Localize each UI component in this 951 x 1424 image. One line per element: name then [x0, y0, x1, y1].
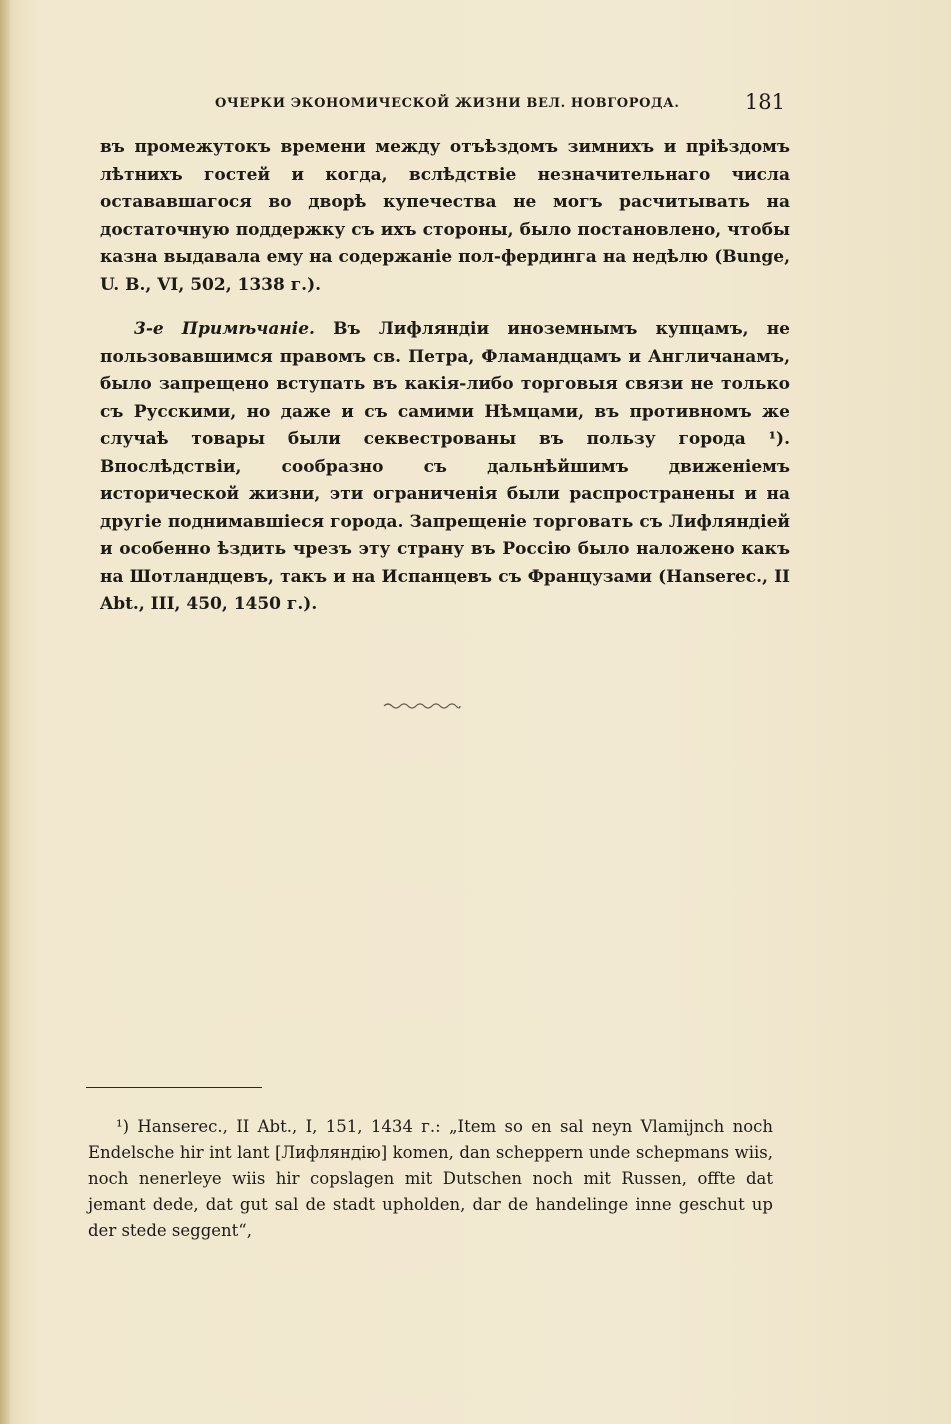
- main-text: [100, 134, 790, 619]
- page-header: [215, 90, 785, 120]
- note-label: 3-е Примѣчаніе.: [134, 319, 315, 339]
- footnote-rule: [86, 1087, 262, 1088]
- footnote-text: ¹) Hanserec., II Abt., I, 151, 1434 г.: „Item so en sal neyn Vlamijnch noch Endelsche hir int lant [Лифляндію] komen, dan scheppern unde schepmans wiis, noch nenerleye wiis hir copslagen mit Dutschen noch mit Russen, offte dat jemant dede, dat gut sal de stadt upholden, dar de handelinge inne geschut up der stede seggent“,: [88, 1117, 773, 1240]
- wavy-ornament-divider: [382, 700, 462, 710]
- page-spine-edge: [0, 0, 10, 1424]
- paragraph-2: [100, 316, 790, 619]
- paragraph-1: въ промежутокъ времени между отъѣздомъ зимнихъ и пріѣздомъ лѣтнихъ гостей и когда, вслѣдствіе незначительнаго числа остававшагося во дворѣ купечества не могъ расчитывать на достаточную поддержку съ ихъ стороны, было постановлено, чтобы казна выдавала ему на содержаніе пол-фердинга на недѣлю (Bunge, U. B., VI, 502, 1338 г.).: [100, 137, 790, 295]
- paragraph-2-text: Въ Лифляндіи иноземнымъ купцамъ, не пользовавшимся правомъ св. Петра, Фламандцамъ и Англичанамъ, было запрещено вступать въ какія-либо торговыя связи не только съ Русскими, но даже и съ самими Нѣмцами, въ противномъ же случаѣ товары были секвестрованы въ пользу города ¹). Впослѣдствіи, сообразно съ дальнѣйшимъ движеніемъ исторической жизни, эти ограниченія были распространены и на другіе поднимавшіеся города. Запрещеніе торговать съ Лифляндіей и особенно ѣздить чрезъ эту страну въ Россію было наложено какъ на Шотландцевъ, такъ и на Испанцевъ съ Французами (Hanserec., II Abt., III, 450, 1450 г.).: [100, 319, 790, 614]
- running-title: ОЧЕРКИ ЭКОНОМИЧЕСКОЙ ЖИЗНИ ВЕЛ. НОВГОРОДА.: [215, 96, 680, 111]
- page-number: 181: [744, 90, 785, 114]
- footnote: [88, 1114, 773, 1244]
